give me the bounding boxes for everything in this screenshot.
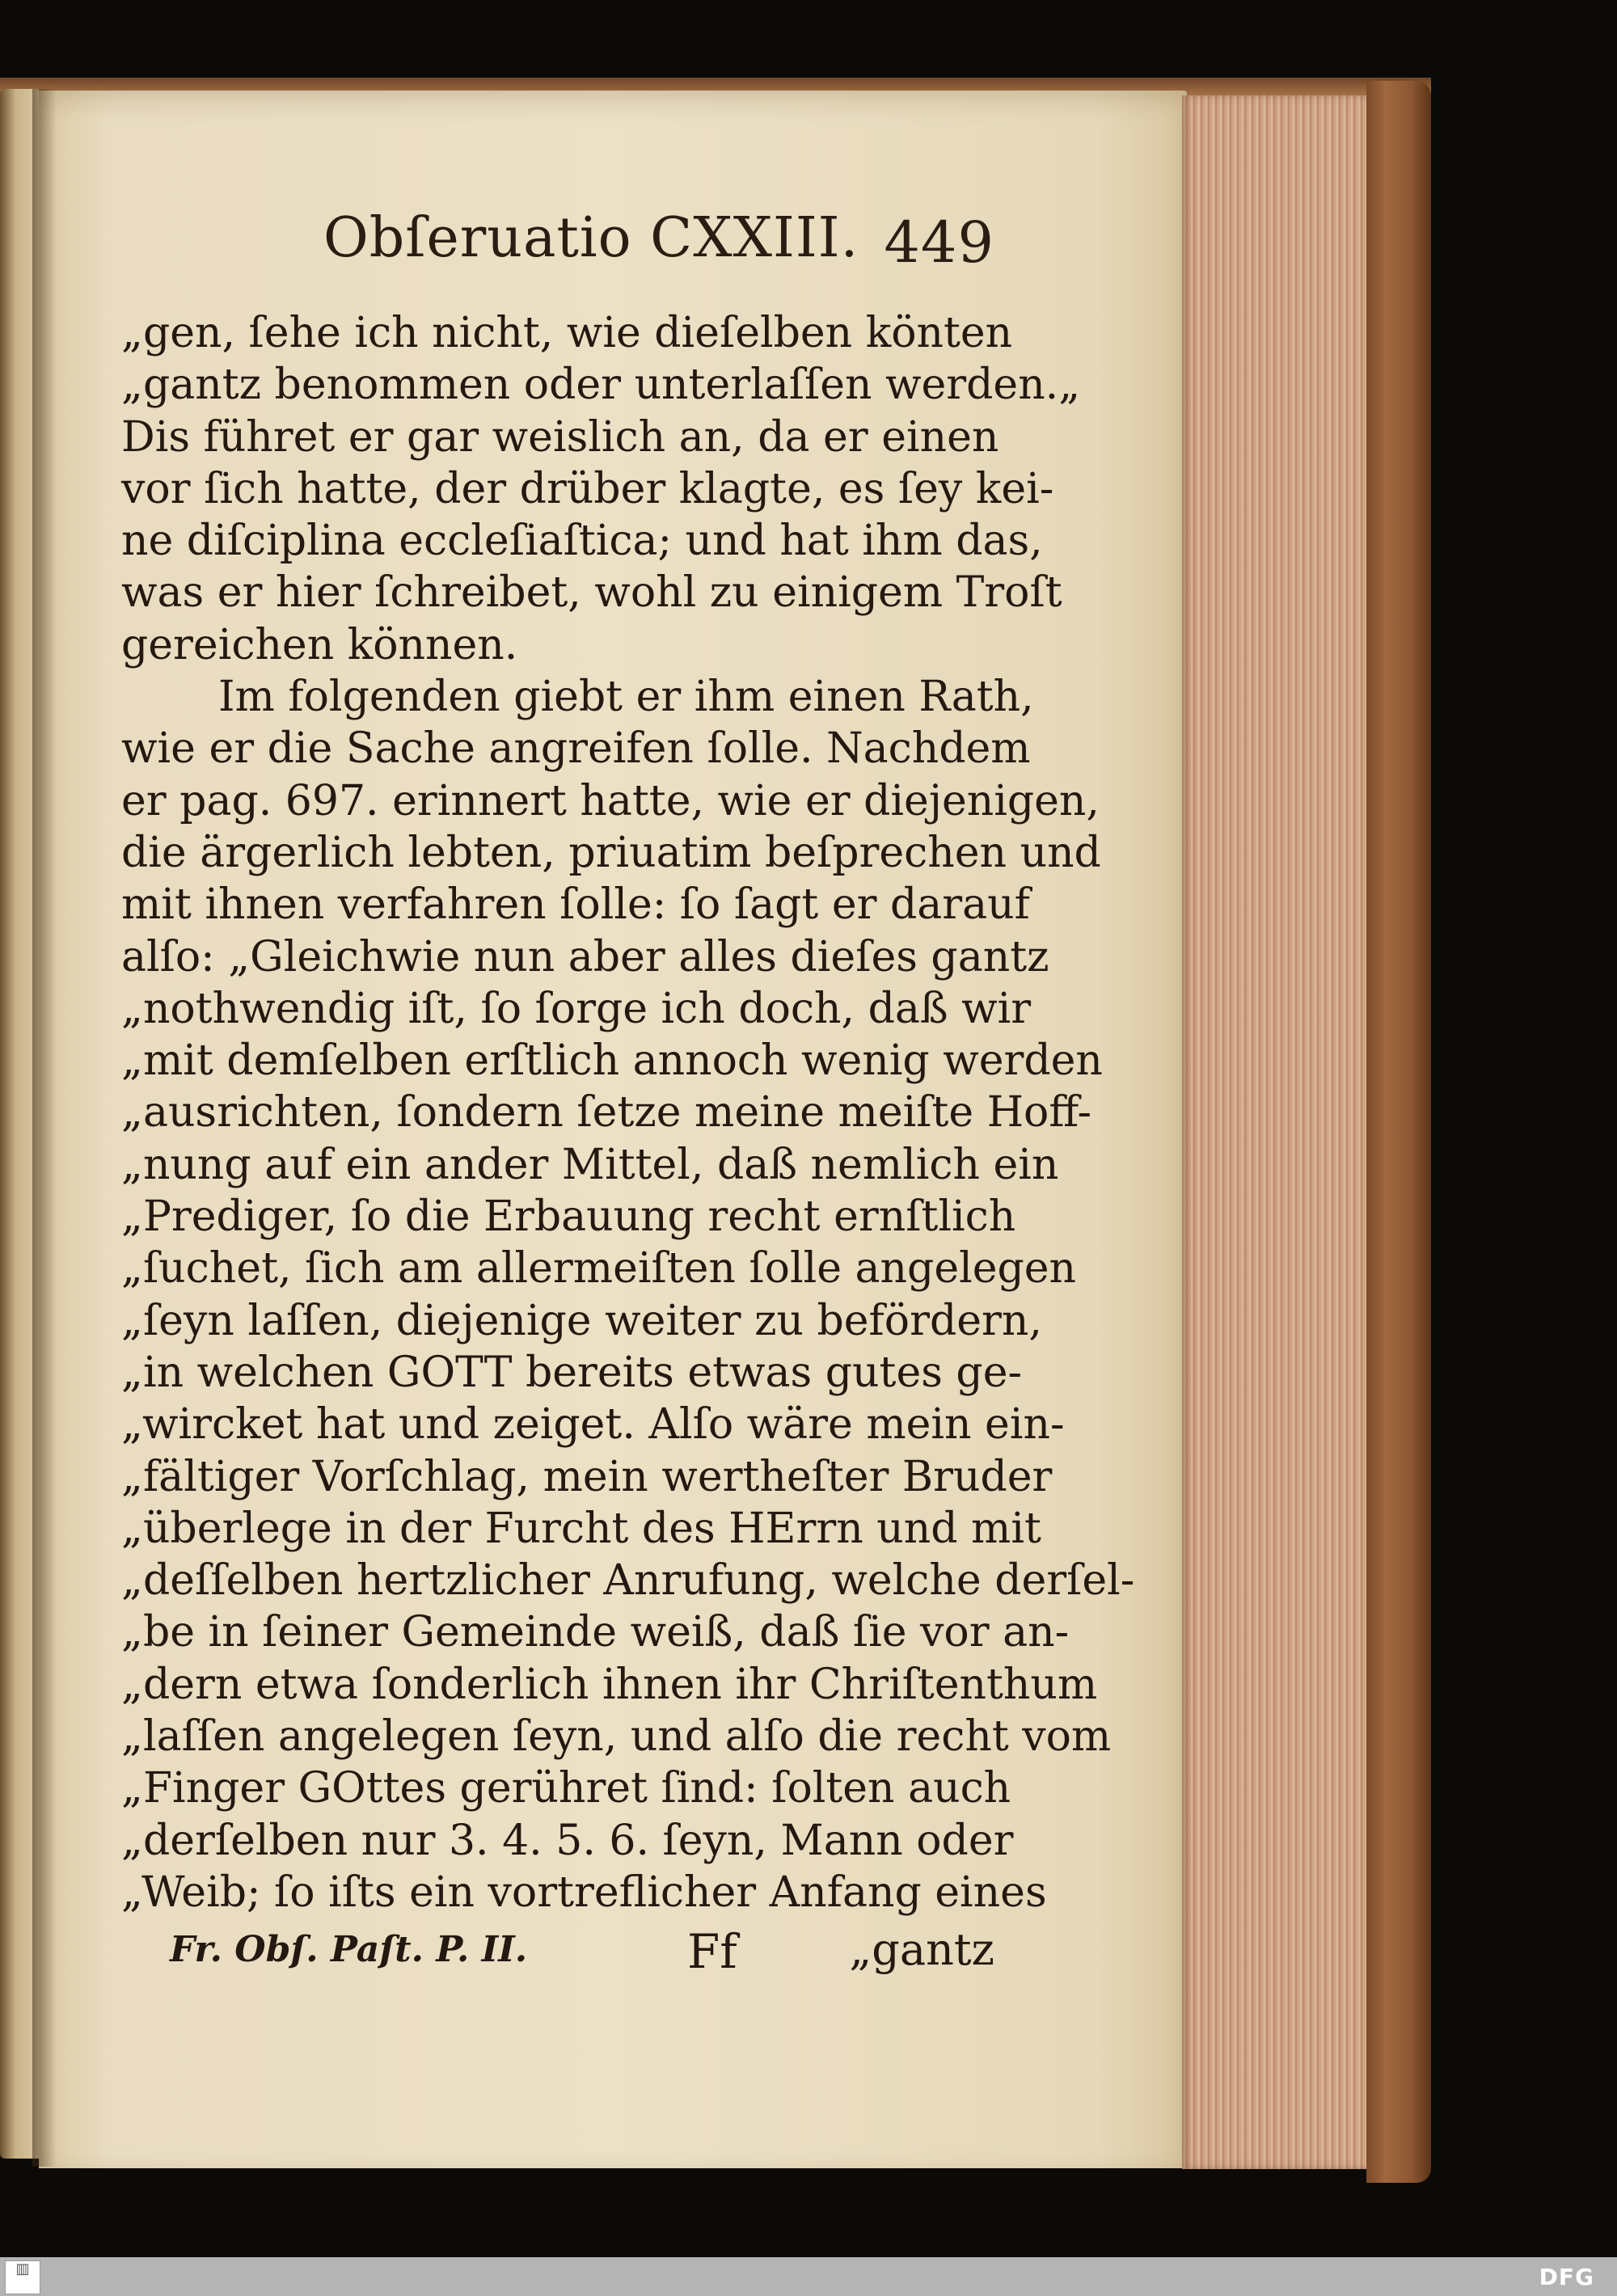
text-line: „ſeyn laſſen, diejenige weiter zu befördern,: [121, 1296, 1042, 1345]
running-title: Obſeruatio CXXIII.: [323, 206, 859, 270]
text-line: ne diſciplina eccleſiaſtica; und hat ihm das,: [121, 517, 1043, 566]
running-header: [323, 206, 994, 279]
page-number: 449: [884, 209, 994, 276]
text-line: „nung auf ein ander Mittel, daß nemlich ein: [121, 1140, 1059, 1189]
text-line: wie er die Sache angreifen ſolle. Nachdem: [121, 724, 1031, 774]
text-line: „ſuchet, ſich am allermeiſten ſolle angelegen: [121, 1244, 1077, 1294]
text-line: „wircket hat und zeiget. Alſo wäre mein ein-: [121, 1400, 1065, 1450]
signature-line: Fr. Obſ. Paſt. P. II.: [170, 1929, 528, 1970]
text-line: „nothwendig iſt, ſo ſorge ich doch, daß wir: [121, 984, 1032, 1033]
text-line: „laſſen angelegen ſeyn, und alſo die recht vom: [121, 1712, 1112, 1762]
text-line: Dis führet er gar weislich an, da er einen: [121, 412, 999, 462]
signature-mark: Ff: [687, 1924, 737, 1979]
book-cover-board: [1366, 81, 1431, 2183]
text-line: alſo: „Gleichwie nun aber alles dieſes gantz: [121, 932, 1049, 981]
spine-shadow: [32, 89, 57, 2167]
text-line: „mit demſelben erſtlich annoch wenig werden: [121, 1036, 1103, 1086]
text-line: „gen, ſehe ich nicht, wie dieſelben könten: [121, 309, 1013, 357]
text-line: er pag. 697. erinnert hatte, wie er diejenigen,: [121, 776, 1100, 825]
text-line: Im folgenden giebt er ihm einen Rath,: [218, 673, 1034, 722]
text-line: „Finger GOttes gerühret ſind: ſolten auch: [121, 1764, 1011, 1813]
viewer-bottom-bar: [0, 2257, 1617, 2296]
page-body-text: [121, 307, 1135, 1918]
text-line: „in welchen GOTT bereits etwas gutes ge-: [121, 1348, 1023, 1397]
catchword: „gantz: [849, 1924, 994, 1975]
text-line: vor ſich hatte, der drüber klagte, es ſey kei-: [121, 464, 1054, 513]
text-line: gereichen können.: [121, 620, 518, 669]
text-line: mit ihnen verfahren ſolle: ſo ſagt er darauf: [121, 880, 1030, 930]
dfg-logo: DFG: [1539, 2264, 1594, 2290]
text-line: die ärgerlich lebten, priuatim beſprechen und: [121, 828, 1101, 877]
text-line: „fältiger Vorſchlag, mein wertheſter Bruder: [121, 1452, 1053, 1501]
text-line: „überlege in der Furcht des HErrn und mit: [121, 1504, 1041, 1553]
text-line: „derſelben nur 3. 4. 5. 6. ſeyn, Mann oder: [121, 1816, 1014, 1865]
text-line: „Weib; ſo iſts ein vortreflicher Anfang eines: [121, 1868, 1047, 1917]
text-line: „be in ſeiner Gemeinde weiß, daß ſie vor an-: [121, 1608, 1070, 1657]
page-edges-stack: [1182, 95, 1376, 2169]
page-footer: [170, 1924, 994, 1989]
text-line: „gantz benommen oder unterlaſſen werden.„: [121, 361, 1081, 410]
library-logo-icon[interactable]: ▥: [5, 2260, 40, 2294]
text-line: „deſſelben hertzlicher Anrufung, welche derſel-: [121, 1556, 1135, 1606]
text-line: „Prediger, ſo die Erbauung recht ernſtlich: [121, 1192, 1016, 1242]
text-line: „dern etwa ſonderlich ihnen ihr Chriſtenthum: [121, 1660, 1098, 1709]
text-line: „ausrichten, ſondern ſetze meine meiſte Hoff-: [121, 1088, 1092, 1137]
text-line: was er hier ſchreibet, wohl zu einigem Troſt: [121, 568, 1062, 618]
